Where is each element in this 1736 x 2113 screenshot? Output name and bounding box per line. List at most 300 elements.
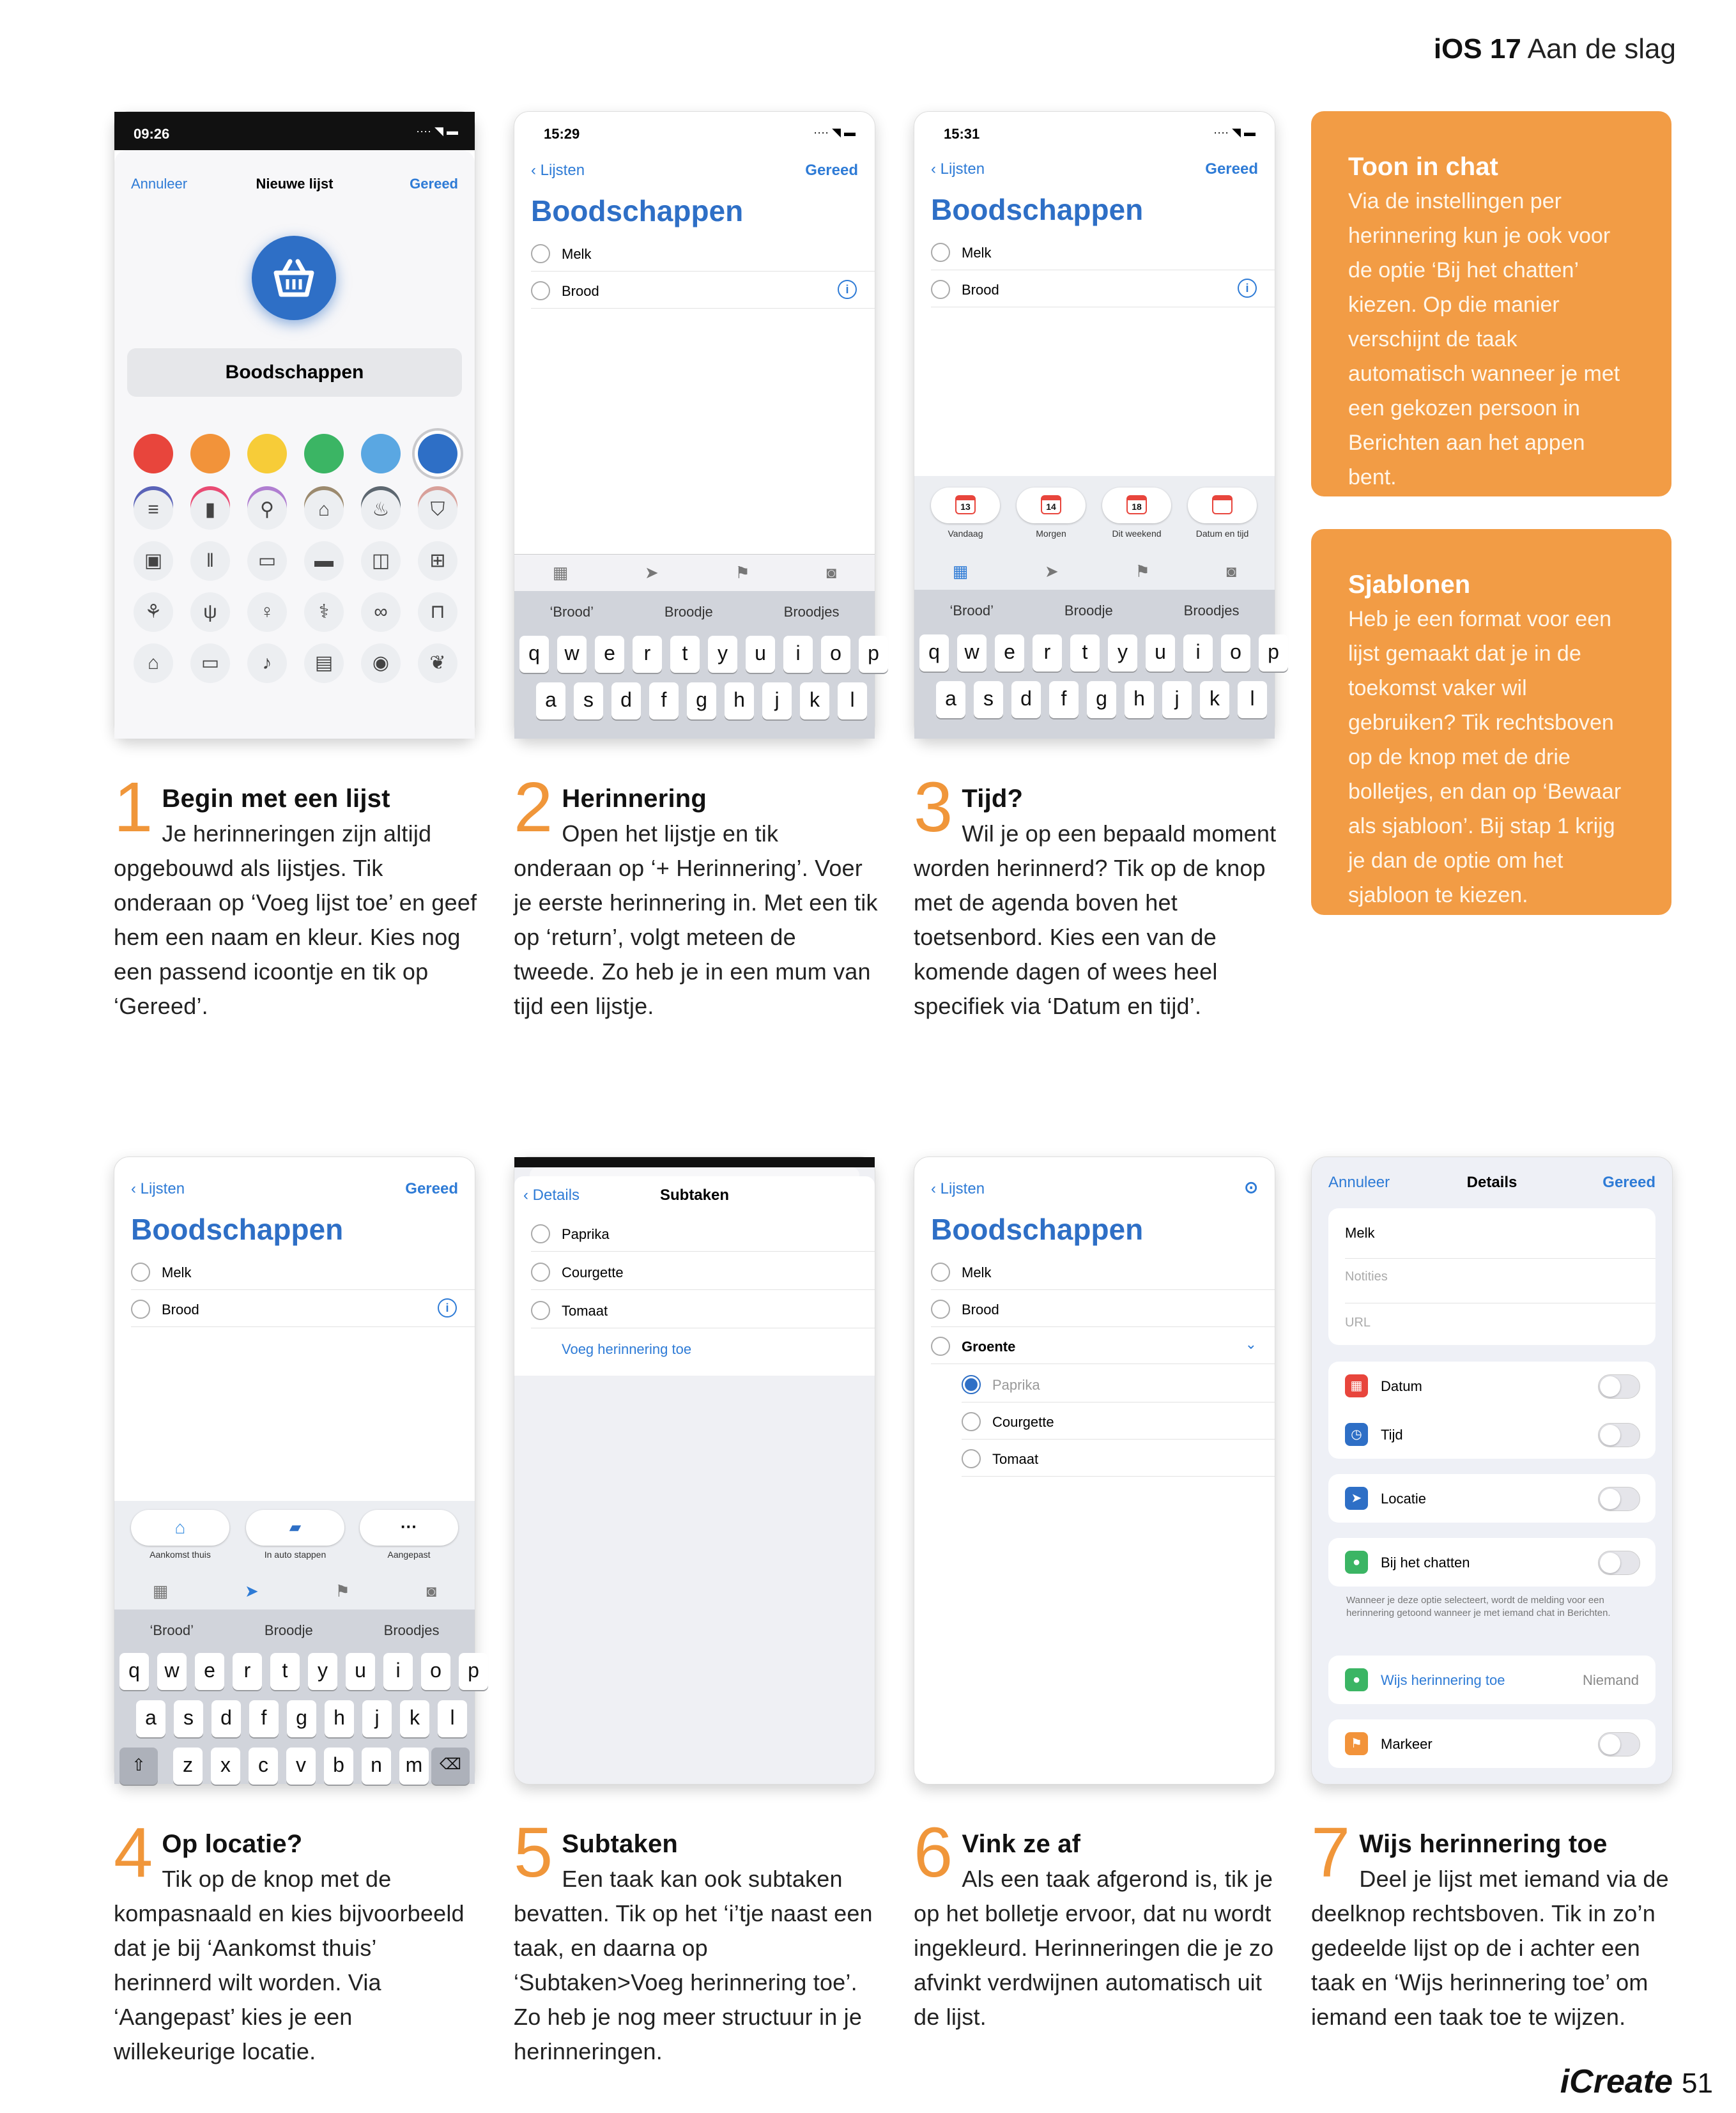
chip-label: Aangepast (387, 1549, 431, 1560)
quick-toolbar (914, 553, 1275, 590)
step-caption (114, 1813, 478, 2069)
location-card (1328, 1474, 1655, 1523)
date-time-card (1328, 1362, 1655, 1459)
back-button[interactable]: ‹ Lijsten (531, 162, 585, 179)
row-label: Tijd (1381, 1427, 1403, 1443)
ruler-icon[interactable]: ‖ (190, 541, 230, 581)
date-row[interactable] (1328, 1362, 1655, 1409)
gamepad-icon[interactable]: ◉ (361, 643, 401, 683)
back-button[interactable]: ‹ Lijsten (931, 160, 985, 178)
checkbox[interactable] (531, 244, 550, 263)
url-field[interactable]: URL (1345, 1316, 1371, 1330)
suggestion[interactable]: ‘Brood’ (549, 604, 594, 620)
pin-icon[interactable]: ⚲ (247, 490, 287, 530)
key-h[interactable]: h (1125, 681, 1154, 718)
item-label: Paprika (992, 1377, 1040, 1393)
person-icon: ● (1345, 1668, 1368, 1691)
key-j[interactable]: j (1162, 681, 1192, 718)
key-d[interactable]: d (611, 682, 641, 719)
dumbbell-icon[interactable]: ⊞ (418, 541, 457, 581)
key-l[interactable]: l (1238, 681, 1267, 718)
row-label: Bij het chatten (1381, 1555, 1470, 1571)
basket-icon (252, 236, 336, 320)
row-label: Datum (1381, 1378, 1422, 1394)
key-a[interactable]: a (936, 681, 965, 718)
screen-title: Subtaken (659, 1187, 730, 1204)
backspace-key[interactable]: ⌫ (431, 1748, 470, 1785)
car-icon: ▰ (289, 1519, 302, 1536)
details-card (1328, 1208, 1655, 1345)
step-body: Als een taak afgerond is, tik je op het bolletje ervoor, dat nu wordt ingekleurd. Herinneringen die je zo afvinkt verdwijnen automatisch uit de lijst. (914, 1866, 1274, 2030)
step-caption (1311, 1813, 1682, 2034)
item-label: Brood (962, 282, 999, 298)
key-d[interactable]: d (1011, 681, 1041, 718)
key-g[interactable]: g (287, 1700, 316, 1737)
time-row[interactable] (1328, 1410, 1655, 1457)
time-toggle[interactable] (1598, 1423, 1640, 1447)
location-toggle[interactable] (1598, 1487, 1640, 1511)
step-body: Deel je lijst met iemand via de deelknop rechtsboven. Tik in zo’n gedeelde lijst op de i achter een taak en ‘Wijs herinnering toe’ om iemand een taak toe te wijzen. (1311, 1866, 1669, 2030)
chair-icon[interactable]: ⊓ (418, 592, 457, 632)
date-chip[interactable] (1188, 488, 1257, 539)
chat-footnote: Wanneer je deze optie selecteert, wordt de melding voor een herinnering getoond wanneer je met iemand chat in Berichten. (1346, 1595, 1611, 1618)
done-button[interactable]: Gereed (1205, 160, 1258, 178)
step-title: Op locatie? (162, 1830, 303, 1858)
calendar-icon[interactable]: ▦ (952, 561, 969, 581)
color-swatch[interactable] (304, 434, 344, 473)
key-t[interactable]: t (270, 1653, 300, 1690)
key-s[interactable]: s (574, 682, 603, 719)
key-s[interactable]: s (174, 1700, 203, 1737)
more-options-icon[interactable]: ⊙ (1244, 1178, 1258, 1197)
key-w[interactable]: w (957, 634, 987, 672)
key-n[interactable]: n (362, 1748, 391, 1785)
step-number: 3 (914, 768, 953, 847)
subtask-item[interactable] (962, 1440, 1275, 1477)
key-p[interactable]: p (459, 1653, 488, 1690)
flag-row[interactable] (1328, 1719, 1655, 1767)
suggestion[interactable]: Broodjes (383, 1622, 440, 1638)
color-swatch[interactable] (361, 434, 401, 473)
back-button[interactable]: ‹ Lijsten (931, 1180, 985, 1197)
screenshot-subtasks (514, 1156, 875, 1785)
tip-box-templates (1311, 529, 1671, 915)
message-bubble-icon: ● (1345, 1551, 1368, 1574)
suggestion[interactable]: ‘Brood’ (949, 603, 994, 619)
step-number: 4 (114, 1813, 153, 1892)
assign-value: Niemand (1582, 1672, 1639, 1688)
item-label: Courgette (562, 1264, 624, 1280)
chip-label: Datum en tijd (1195, 528, 1249, 539)
step-body: Open het lijstje en tik onderaan op ‘+ Herinnering’. Voer je eerste herinnering in. Met een tik op ‘return’, volgt meteen de tweede. Zo heb je in een mum van tijd een lijstje. (514, 820, 878, 1019)
key-y[interactable]: y (708, 636, 737, 673)
screenshot-location (114, 1156, 479, 1785)
chip-label: Dit weekend (1112, 528, 1162, 539)
house-icon[interactable]: ⌂ (134, 643, 173, 683)
key-z[interactable]: z (173, 1748, 203, 1785)
stethoscope-icon[interactable]: ∞ (361, 592, 401, 632)
back-label: Lijsten (940, 1180, 985, 1197)
subtask-item[interactable] (531, 1291, 875, 1328)
keyboard-row (536, 682, 867, 719)
graduation-cap-icon[interactable]: ⛉ (418, 490, 457, 530)
back-label: Lijsten (140, 1180, 185, 1197)
checkbox[interactable] (131, 1300, 150, 1319)
key-q[interactable]: q (519, 636, 549, 673)
page-number: 51 (1682, 2068, 1713, 2099)
suggestion-bar (114, 1610, 475, 1652)
list-title: Boodschappen (531, 194, 744, 227)
checkbox[interactable] (931, 243, 950, 262)
key-r[interactable]: r (233, 1653, 262, 1690)
back-label: Lijsten (540, 162, 585, 179)
suggestion[interactable]: Broodje (1064, 603, 1113, 619)
chip-label: In auto stappen (264, 1549, 326, 1560)
getting-in-car-chip[interactable] (246, 1510, 344, 1560)
key-c[interactable]: c (249, 1748, 278, 1785)
status-indicators: ···· ◥ ▬ (416, 125, 458, 137)
running-icon[interactable]: ⚘ (134, 592, 173, 632)
step-body: Je herinneringen zijn altijd opgebouwd als lijstjes. Tik onderaan op ‘Voeg lijst toe’ en geef hem een naam en kleur. Kies nog een passend icoontje en tik op ‘Gereed’. (114, 820, 477, 1019)
quick-toolbar (114, 1572, 475, 1610)
key-w[interactable]: w (157, 1653, 187, 1690)
key-k[interactable]: k (1200, 681, 1229, 718)
camera-icon[interactable]: ◙ (1226, 561, 1237, 581)
key-i[interactable]: i (383, 1653, 413, 1690)
back-button[interactable]: ‹ Lijsten (131, 1180, 185, 1197)
tip-title: Sjablonen (1348, 571, 1471, 599)
key-j[interactable]: j (362, 1700, 392, 1737)
arrival-home-chip[interactable] (131, 1510, 229, 1560)
key-d[interactable]: d (211, 1700, 241, 1737)
calendar-day-icon: 18 (1126, 495, 1147, 514)
list-item[interactable] (531, 272, 875, 309)
done-button[interactable]: Gereed (805, 162, 858, 179)
quick-toolbar (514, 554, 875, 591)
done-button[interactable]: Gereed (1602, 1174, 1655, 1191)
custom-chip[interactable] (360, 1510, 458, 1560)
checkbox[interactable] (531, 1224, 550, 1243)
location-arrow-icon[interactable]: ➤ (1045, 561, 1059, 581)
done-button[interactable]: Gereed (410, 176, 458, 192)
list-title: Boodschappen (131, 1213, 344, 1246)
leaf-icon[interactable]: ❦ (418, 643, 457, 683)
chip-label: Morgen (1036, 528, 1066, 539)
magazine-brand: iCreate (1560, 2063, 1673, 2100)
key-a[interactable]: a (136, 1700, 165, 1737)
key-u[interactable]: u (1146, 634, 1175, 672)
step-caption (914, 768, 1278, 1024)
fork-knife-icon[interactable]: ψ (190, 592, 230, 632)
info-icon[interactable]: i (838, 280, 857, 299)
step-title: Vink ze af (962, 1830, 1081, 1858)
color-swatch[interactable] (247, 434, 287, 473)
item-label: Tomaat (562, 1303, 608, 1319)
status-time: 15:31 (944, 126, 980, 142)
checkbox[interactable] (962, 1449, 981, 1468)
flag-icon[interactable]: ⚑ (335, 1581, 350, 1601)
key-u[interactable]: u (346, 1653, 375, 1690)
subtask-item[interactable] (962, 1365, 1275, 1402)
row-label: Locatie (1381, 1491, 1426, 1507)
chat-row[interactable] (1328, 1538, 1655, 1585)
key-f[interactable]: f (249, 1700, 279, 1737)
list-icon[interactable]: ≡ (134, 490, 173, 530)
key-p[interactable]: p (1259, 634, 1288, 672)
location-arrow-icon[interactable]: ➤ (645, 563, 659, 582)
flag-icon[interactable]: ⚑ (735, 563, 750, 582)
chip-label: Vandaag (948, 528, 983, 539)
location-row[interactable] (1328, 1474, 1655, 1521)
page-footer (1560, 2063, 1713, 2101)
chip-label: Aankomst thuis (150, 1549, 211, 1560)
suggestion[interactable]: Broodje (664, 604, 713, 620)
backpack-icon[interactable]: ▣ (134, 541, 173, 581)
step-number: 5 (514, 1813, 553, 1892)
tip-title: Toon in chat (1348, 153, 1498, 181)
step-caption (514, 768, 878, 1024)
calendar-day-icon: 14 (1041, 495, 1061, 514)
bookmark-icon[interactable]: ▮ (190, 490, 230, 530)
item-label: Melk (562, 246, 592, 262)
key-m[interactable]: m (399, 1748, 429, 1785)
key-f[interactable]: f (1049, 681, 1079, 718)
list-item[interactable] (131, 1290, 475, 1327)
list-title: Boodschappen (931, 193, 1144, 226)
key-i[interactable]: i (1183, 634, 1213, 672)
done-button[interactable]: Gereed (405, 1180, 458, 1197)
date-chip[interactable] (931, 488, 1000, 539)
tip-body: Heb je een format voor een lijst gemaakt dat je in de toekomst vaker wil gebruiken? Tik rechtsboven op de knop met de drie bolletjes, en dan op ‘Bewaar als sjabloon’. Bij stap 1 krijg je dan de optie om het sjabloon te kiezen. (1348, 607, 1622, 907)
key-l[interactable]: l (438, 1700, 467, 1737)
key-e[interactable]: e (595, 636, 624, 673)
info-icon[interactable]: i (1238, 279, 1257, 298)
info-icon[interactable]: i (438, 1298, 457, 1318)
calendar-icon[interactable]: ▦ (152, 1581, 169, 1601)
shift-key[interactable]: ⇧ (119, 1748, 158, 1785)
key-j[interactable]: j (762, 682, 792, 719)
item-label: Melk (162, 1264, 192, 1280)
suggestion[interactable]: Broodjes (1183, 603, 1240, 619)
keyboard-row (136, 1700, 467, 1737)
chevron-down-icon[interactable]: ⌄ (1245, 1336, 1257, 1352)
key-t[interactable]: t (670, 636, 700, 673)
back-label: Lijsten (940, 160, 985, 178)
list-item[interactable] (931, 233, 1275, 270)
tip-body: Via de instellingen per herinnering kun je ook voor de optie ‘Bij het chatten’ kiezen. Op die manier verschijnt de taak automatisch wanneer je met een gekozen persoon in Berichten aan het appen bent. (1348, 189, 1620, 489)
suggestion[interactable]: Broodjes (783, 604, 840, 620)
key-q[interactable]: q (919, 634, 949, 672)
key-e[interactable]: e (995, 634, 1024, 672)
chat-card (1328, 1538, 1655, 1587)
camera-icon[interactable]: ◙ (426, 1581, 437, 1601)
key-r[interactable]: r (1033, 634, 1062, 672)
money-icon[interactable]: ◫ (361, 541, 401, 581)
key-g[interactable]: g (1087, 681, 1116, 718)
computer-icon[interactable]: ▤ (304, 643, 344, 683)
key-w[interactable]: w (557, 636, 587, 673)
checkbox-checked[interactable] (962, 1375, 981, 1394)
key-p[interactable]: p (859, 636, 888, 673)
calendar-day-icon: 13 (955, 495, 976, 514)
keyboard-row (936, 681, 1267, 718)
suggestion-bar (914, 590, 1275, 632)
item-label: Melk (962, 245, 992, 261)
pills-icon[interactable]: ⚕ (304, 592, 344, 632)
key-y[interactable]: y (308, 1653, 337, 1690)
subtask-item[interactable] (531, 1215, 875, 1252)
checkbox[interactable] (131, 1263, 150, 1282)
back-button[interactable]: ‹ Details (523, 1187, 580, 1204)
key-f[interactable]: f (649, 682, 679, 719)
key-a[interactable]: a (536, 682, 565, 719)
list-item[interactable] (931, 270, 1275, 307)
key-e[interactable]: e (195, 1653, 224, 1690)
chat-toggle[interactable] (1598, 1551, 1640, 1575)
item-label: Courgette (992, 1414, 1054, 1430)
header-section: Aan de slag (1527, 33, 1676, 65)
item-label: Brood (562, 283, 599, 299)
cancel-button[interactable]: Annuleer (1328, 1174, 1390, 1191)
checkbox[interactable] (931, 280, 950, 299)
wallet-icon[interactable]: ▭ (247, 541, 287, 581)
key-i[interactable]: i (783, 636, 813, 673)
assign-card (1328, 1656, 1655, 1704)
list-name-field[interactable]: Boodschappen (127, 348, 462, 397)
subtask-item[interactable] (531, 1253, 875, 1290)
flag-card (1328, 1719, 1655, 1768)
checkbox[interactable] (931, 1300, 950, 1319)
key-r[interactable]: r (633, 636, 662, 673)
checkbox[interactable] (531, 1263, 550, 1282)
step-title: Herinnering (562, 785, 707, 813)
key-h[interactable]: h (325, 1700, 354, 1737)
step-number: 6 (914, 1813, 953, 1892)
music-note-icon[interactable]: ♪ (247, 643, 287, 683)
list-title: Boodschappen (931, 1213, 1144, 1246)
step-caption (514, 1813, 878, 2069)
step-title: Subtaken (562, 1830, 679, 1858)
location-arrow-icon[interactable]: ➤ (245, 1581, 259, 1601)
subtask-item[interactable] (962, 1402, 1275, 1440)
tv-icon[interactable]: ▭ (190, 643, 230, 683)
list-item[interactable] (931, 1253, 1275, 1290)
status-indicators: ···· ◥ ▬ (1213, 126, 1256, 139)
suggestion[interactable]: ‘Brood’ (150, 1622, 194, 1638)
color-swatch[interactable] (190, 434, 230, 473)
checkbox[interactable] (931, 1337, 950, 1356)
item-label: Tomaat (992, 1451, 1039, 1467)
key-h[interactable]: h (725, 682, 754, 719)
step-caption (114, 768, 478, 1024)
calendar-day-icon (1212, 495, 1233, 514)
flag-icon[interactable]: ⚑ (1135, 561, 1150, 581)
checkbox[interactable] (931, 1263, 950, 1282)
step-number: 1 (114, 768, 153, 847)
back-label: Details (532, 1187, 580, 1204)
screenshot-new-list (114, 111, 475, 739)
list-item-group[interactable] (931, 1327, 1275, 1364)
checkbox[interactable] (531, 1301, 550, 1320)
color-swatch[interactable] (418, 434, 457, 473)
key-u[interactable]: u (746, 636, 775, 673)
key-k[interactable]: k (400, 1700, 429, 1737)
color-swatch[interactable] (134, 434, 173, 473)
date-toggle[interactable] (1598, 1374, 1640, 1399)
key-o[interactable]: o (821, 636, 850, 673)
date-chip[interactable] (1017, 488, 1086, 539)
step-body: Wil je op een bepaald moment worden herinnerd? Tik op de knop met de agenda boven het toetsenbord. Kies een van de komende dagen of wees heel specifiek via ‘Datum en tijd’. (914, 820, 1277, 1019)
keyboard-row (519, 636, 888, 673)
checkbox[interactable] (531, 281, 550, 300)
key-x[interactable]: x (211, 1748, 240, 1785)
key-s[interactable]: s (974, 681, 1003, 718)
title-field[interactable]: Melk (1345, 1225, 1375, 1241)
step-body: Tik op de knop met de kompasnaald en kies bijvoorbeeld dat je bij ‘Aankomst thuis’ herinnerd wilt worden. Via ‘Aangepast’ kies je een willekeurige locatie. (114, 1866, 465, 2064)
key-l[interactable]: l (838, 682, 867, 719)
clock-icon: ◷ (1345, 1423, 1368, 1446)
key-b[interactable]: b (324, 1748, 353, 1785)
list-item[interactable] (931, 1290, 1275, 1327)
item-label: Groente (962, 1339, 1016, 1355)
key-k[interactable]: k (800, 682, 829, 719)
screenshot-check-off (914, 1156, 1275, 1785)
step-number: 2 (514, 768, 553, 847)
key-y[interactable]: y (1108, 634, 1137, 672)
keyboard-row (919, 634, 1288, 672)
step-caption (914, 1813, 1278, 2034)
step-body: Een taak kan ook subtaken bevatten. Tik op het ‘i’tje naast een taak, en daarna op ‘Subtaken>Voeg herinnering toe’. Zo heb je nog meer structuur in je herinneringen. (514, 1866, 873, 2064)
date-chip[interactable] (1102, 488, 1171, 539)
row-label: Wijs herinnering toe (1381, 1672, 1505, 1688)
step-number: 7 (1311, 1813, 1351, 1892)
gift-icon[interactable]: ⌂ (304, 490, 344, 530)
wine-glass-icon[interactable]: ♀ (247, 592, 287, 632)
key-q[interactable]: q (119, 1653, 149, 1690)
list-item[interactable] (131, 1253, 475, 1290)
item-label: Brood (162, 1302, 199, 1318)
page-header (1434, 33, 1676, 65)
add-reminder-button[interactable]: Voeg herinnering toe (562, 1341, 692, 1357)
item-label: Melk (962, 1264, 992, 1280)
key-t[interactable]: t (1070, 634, 1100, 672)
suggestion[interactable]: Broodje (264, 1622, 313, 1638)
cake-icon[interactable]: ♨ (361, 490, 401, 530)
camera-icon[interactable]: ◙ (826, 563, 837, 582)
key-v[interactable]: v (286, 1748, 316, 1785)
tip-box-chat (1311, 111, 1671, 496)
cancel-button[interactable]: Annuleer (131, 176, 188, 192)
status-indicators: ···· ◥ ▬ (813, 126, 856, 139)
key-o[interactable]: o (421, 1653, 450, 1690)
screenshot-reminder (514, 111, 879, 739)
credit-card-icon[interactable]: ▬ (304, 541, 344, 581)
assign-row[interactable] (1328, 1656, 1655, 1703)
header-product: iOS 17 (1433, 33, 1521, 65)
notes-field[interactable]: Notities (1345, 1270, 1388, 1284)
flag-toggle[interactable] (1598, 1732, 1640, 1756)
list-item[interactable] (531, 234, 875, 272)
checkbox[interactable] (962, 1412, 981, 1431)
item-label: Brood (962, 1302, 999, 1318)
calendar-icon[interactable]: ▦ (552, 563, 569, 582)
keyboard-row (119, 1653, 488, 1690)
key-g[interactable]: g (687, 682, 716, 719)
screenshot-time (914, 111, 1279, 739)
key-o[interactable]: o (1221, 634, 1250, 672)
calendar-icon: ▦ (1345, 1374, 1368, 1397)
suggestion-bar (514, 591, 875, 633)
